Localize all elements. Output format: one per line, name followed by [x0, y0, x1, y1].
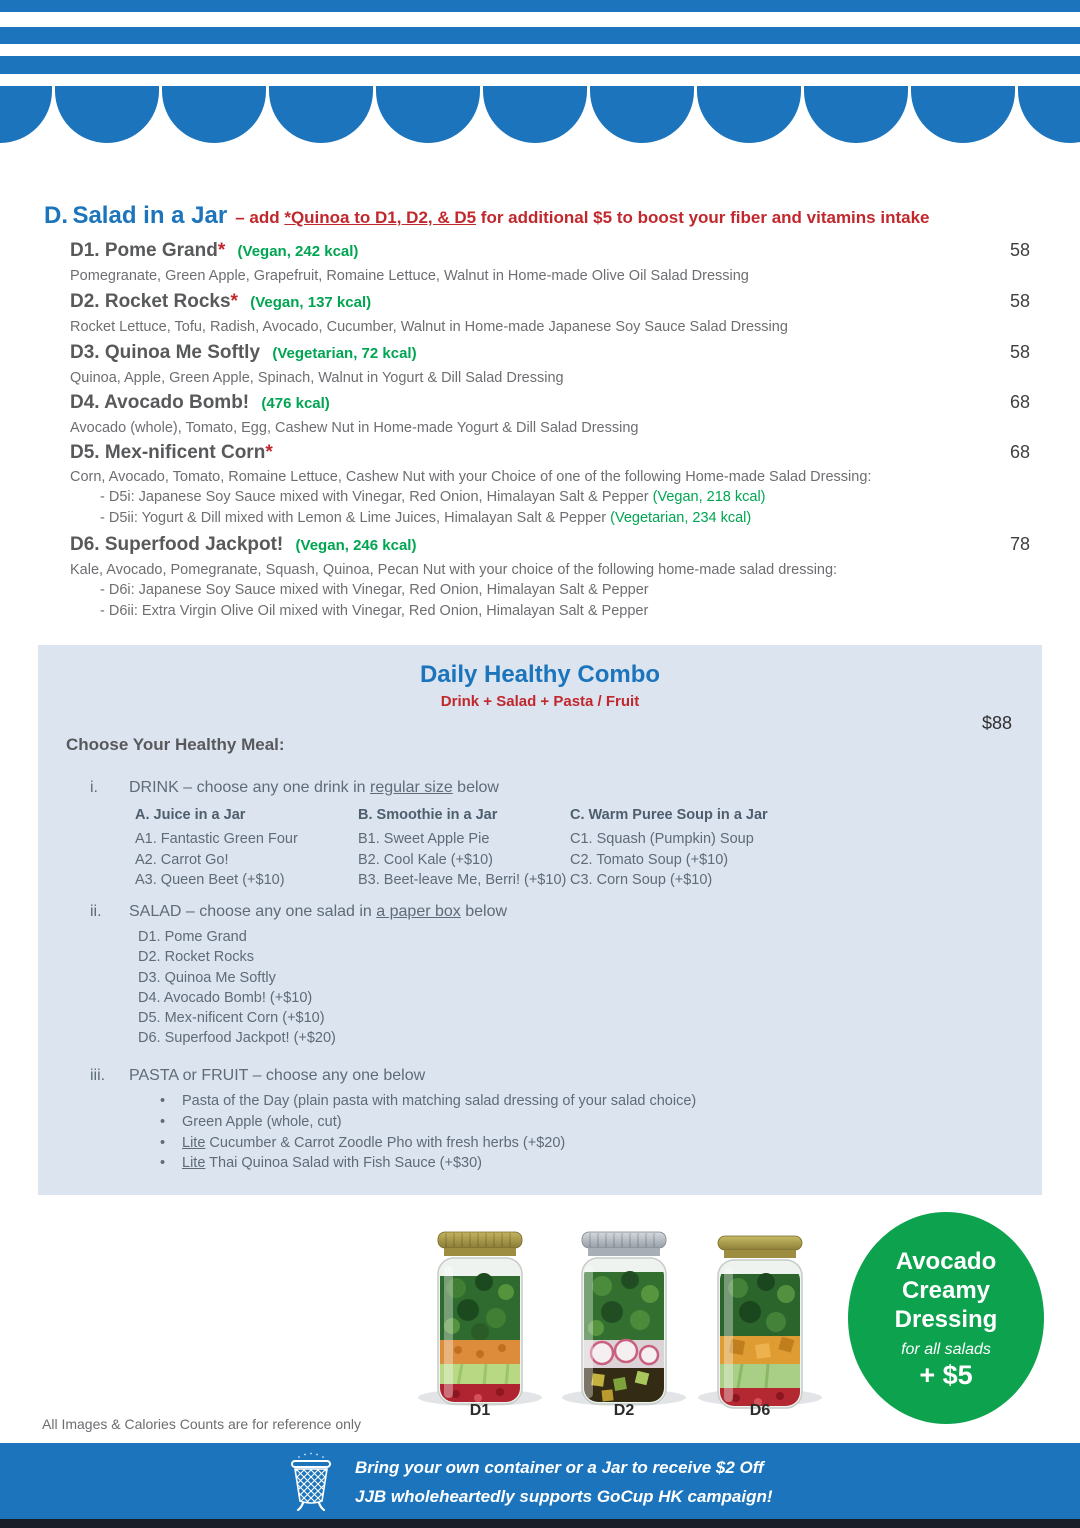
- item-head: [70, 532, 1030, 558]
- combo-choose-label: Choose Your Healthy Meal:: [66, 735, 285, 754]
- awning-scallop: [590, 86, 694, 143]
- badge-line1: Avocado: [895, 1248, 997, 1275]
- drink-column-soup: [570, 805, 768, 891]
- jar-label-d2: D2: [613, 1402, 635, 1419]
- item-code: D5.: [70, 442, 100, 463]
- option-text: Pasta of the Day (plain pasta with matching salad dressing of your salad choice): [182, 1093, 697, 1109]
- item-sub-option: [100, 487, 1030, 508]
- awning-stripe: [0, 44, 1080, 56]
- awning-header: [0, 0, 1080, 145]
- menu-item-d3: [70, 340, 1030, 388]
- menu-item-d2: [70, 289, 1030, 337]
- item-title: [70, 289, 371, 315]
- menu-item-d4: [70, 390, 1030, 438]
- item-description: Kale, Avocado, Pomegranate, Squash, Quinoa, Pecan Nut with your choice of the following home-made salad dressing:: [70, 562, 838, 578]
- item-title: [70, 238, 358, 264]
- item-head: [70, 340, 1030, 366]
- pasta-fruit-option: [160, 1112, 696, 1133]
- subtitle-post: for additional $5 to boost your fiber and vitamins intake: [476, 208, 930, 227]
- salad-option: D3. Quinoa Me Softly: [138, 969, 276, 986]
- item-diet-tag: (Vegetarian, 72 kcal): [272, 345, 417, 362]
- drink-option: A3. Queen Beet (+$10): [135, 872, 285, 888]
- item-asterisk: *: [230, 291, 238, 312]
- footer-line1: Bring your own container or a Jar to receive $2 Off: [355, 1458, 764, 1477]
- bullet-icon: •: [160, 1113, 166, 1130]
- badge-subtext: for all salads: [901, 1341, 991, 1358]
- avocado-dressing-badge: [848, 1212, 1044, 1424]
- awning-scallop: [162, 86, 266, 143]
- footer-banner: [0, 1443, 1080, 1519]
- item-price: 58: [1009, 240, 1030, 260]
- item-price: 68: [1009, 442, 1030, 462]
- item-diet-tag: (476 kcal): [261, 395, 330, 412]
- item-asterisk: *: [265, 442, 273, 463]
- sub-option-tag: (Vegetarian, 234 kcal): [610, 510, 752, 526]
- item-description: Avocado (whole), Tomato, Egg, Cashew Nut in Home-made Yogurt & Dill Salad Dressing: [70, 420, 639, 436]
- drink-option: A2. Carrot Go!: [135, 851, 229, 868]
- awning-scallop: [376, 86, 480, 143]
- section-head-pre: SALAD – choose any one salad in: [129, 903, 377, 920]
- awning-scallop: [1018, 86, 1080, 143]
- item-head: [70, 390, 1030, 416]
- salad-option: D4. Avocado Bomb! (+$10): [138, 989, 313, 1006]
- option-lite: Lite: [182, 1155, 206, 1172]
- item-diet-tag: (Vegan, 242 kcal): [237, 243, 359, 260]
- item-title: [70, 532, 416, 558]
- salad-jar-photo-d1: [428, 1228, 532, 1408]
- item-sub-option: [100, 580, 1030, 601]
- section-head-post: below: [460, 903, 508, 920]
- awning-stripe: [0, 0, 1080, 12]
- item-name: Quinoa Me Softly: [104, 342, 261, 363]
- item-diet-tag: (Vegan, 137 kcal): [250, 294, 372, 311]
- salad-jar-photo-d2: [572, 1228, 676, 1408]
- item-head: [70, 289, 1030, 315]
- option-text: Green Apple (whole, cut): [182, 1113, 342, 1130]
- drink-option: B1. Sweet Apple Pie: [358, 831, 490, 847]
- option-lite: Lite: [182, 1134, 206, 1151]
- item-code: D4.: [70, 392, 100, 413]
- awning-scallop: [697, 86, 801, 143]
- item-price: 58: [1009, 291, 1030, 311]
- footer-line2: JJB wholeheartedly supports GoCup HK campaign!: [355, 1487, 773, 1506]
- jar-label-d6: D6: [749, 1402, 771, 1419]
- awning-stripe: [0, 12, 1080, 27]
- item-name: Mex-nificent Corn: [104, 442, 266, 463]
- combo-title: Daily Healthy Combo: [419, 661, 661, 688]
- bullet-icon: •: [160, 1134, 166, 1151]
- badge-line3: Dressing: [894, 1306, 998, 1333]
- item-description: Rocket Lettuce, Tofu, Radish, Avocado, Cucumber, Walnut in Home-made Japanese Soy Sauce Salad Dressing: [70, 319, 788, 335]
- item-title: [70, 390, 330, 416]
- sub-option-text: - D5ii: Yogurt & Dill mixed with Lemon & Lime Juices, Himalayan Salt & Pepper: [100, 510, 611, 526]
- section-number: ii.: [90, 903, 102, 920]
- awning-scallop: [269, 86, 373, 143]
- item-diet-tag: (Vegan, 246 kcal): [295, 537, 417, 554]
- item-asterisk: *: [217, 240, 226, 261]
- daily-healthy-combo-box: [38, 645, 1042, 1195]
- item-code: D2.: [70, 291, 100, 312]
- footer-message: [355, 1453, 773, 1511]
- sub-option-text: - D6i: Japanese Soy Sauce mixed with Vinegar, Red Onion, Himalayan Salt & Pepper: [100, 582, 649, 598]
- sub-option-tag: (Vegan, 218 kcal): [652, 489, 766, 505]
- item-price: 68: [1009, 392, 1030, 412]
- pasta-fruit-option: [160, 1133, 696, 1154]
- item-name: Rocket Rocks: [104, 291, 231, 312]
- awning-scallop: [804, 86, 908, 143]
- item-title: [70, 440, 273, 465]
- awning-scallops: [0, 86, 1080, 143]
- drink-option: B2. Cool Kale (+$10): [358, 851, 494, 868]
- subtitle-pre: – add: [235, 208, 285, 227]
- pasta-fruit-option: [160, 1091, 696, 1112]
- column-head: B. Smoothie in a Jar: [358, 807, 498, 823]
- option-text: Cucumber & Carrot Zoodle Pho with fresh herbs (+$20): [205, 1134, 566, 1151]
- item-code: D3.: [70, 342, 100, 363]
- section-head-pre: DRINK – choose any one drink in: [129, 779, 371, 796]
- bullet-icon: •: [160, 1155, 166, 1172]
- menu-item-d6: [70, 532, 1030, 622]
- salad-jar-photo-d6: [708, 1232, 812, 1412]
- section-number: iii.: [90, 1067, 106, 1084]
- drink-option: B3. Beet-leave Me, Berri! (+$10): [358, 872, 567, 888]
- item-sub-option: [100, 508, 1030, 529]
- badge-line2: Creamy: [901, 1277, 991, 1304]
- item-code: D6.: [70, 534, 100, 555]
- combo-section-pasta-fruit: [90, 1067, 425, 1085]
- drink-option: C2. Tomato Soup (+$10): [570, 851, 729, 868]
- section-title: Salad in a Jar: [72, 202, 228, 229]
- item-head: [70, 238, 1030, 264]
- item-price: 78: [1009, 534, 1030, 554]
- drink-option: C1. Squash (Pumpkin) Soup: [570, 831, 754, 847]
- section-d-heading: [44, 202, 929, 230]
- drink-column-smoothie: [358, 805, 570, 891]
- section-head-underline: regular size: [370, 779, 453, 796]
- item-description: Corn, Avocado, Tomato, Romaine Lettuce, Cashew Nut with your Choice of one of the following Home-made Salad Dressing:: [70, 469, 872, 485]
- awning-stripe: [0, 27, 1080, 44]
- column-head: A. Juice in a Jar: [135, 807, 246, 823]
- pasta-fruit-options: [160, 1091, 696, 1174]
- jar-label-d1: D1: [469, 1402, 491, 1419]
- salad-options: [138, 927, 336, 1049]
- combo-subtitle: Drink + Salad + Pasta / Fruit: [440, 693, 640, 710]
- section-subtitle: [235, 208, 929, 227]
- section-head-pre: PASTA or FRUIT – choose any one below: [129, 1067, 426, 1084]
- section-letter: D.: [44, 202, 68, 229]
- item-description: Quinoa, Apple, Green Apple, Spinach, Walnut in Yogurt & Dill Salad Dressing: [70, 370, 564, 386]
- sub-option-text: - D6ii: Extra Virgin Olive Oil mixed with Vinegar, Red Onion, Himalayan Salt & Pepper: [100, 603, 649, 619]
- item-description: Pomegranate, Green Apple, Grapefruit, Romaine Lettuce, Walnut in Home-made Olive Oil Salad Dressing: [70, 268, 749, 284]
- item-price: 58: [1009, 342, 1030, 362]
- pasta-fruit-option: [160, 1153, 696, 1174]
- drink-option: A1. Fantastic Green Four: [135, 831, 298, 847]
- item-name: Pome Grand: [104, 240, 218, 261]
- sub-option-text: - D5i: Japanese Soy Sauce mixed with Vinegar, Red Onion, Himalayan Salt & Pepper: [100, 489, 653, 505]
- item-title: [70, 340, 417, 366]
- item-head: [70, 440, 1030, 465]
- salad-option: D2. Rocket Rocks: [138, 949, 255, 966]
- combo-section-salad: [90, 903, 507, 921]
- bullet-icon: •: [160, 1093, 166, 1109]
- drink-column-juice: [135, 805, 358, 891]
- gocup-cup-icon: [283, 1449, 339, 1515]
- section-head-underline: a paper box: [376, 903, 461, 920]
- awning-scallop: [55, 86, 159, 143]
- salad-option: D1. Pome Grand: [138, 929, 247, 945]
- salad-option: D6. Superfood Jackpot! (+$20): [138, 1030, 336, 1047]
- disclaimer-text: All Images & Calories Counts are for reference only: [42, 1416, 362, 1432]
- bottom-dark-strip: [0, 1519, 1080, 1528]
- awning-scallop: [911, 86, 1015, 143]
- drink-columns: [135, 805, 768, 891]
- item-name: Avocado Bomb!: [104, 392, 250, 413]
- item-code: D1.: [70, 240, 100, 261]
- awning-scallop: [0, 86, 52, 143]
- awning-scallop: [483, 86, 587, 143]
- combo-section-drink: [90, 779, 499, 797]
- awning-stripe: [0, 56, 1080, 74]
- column-head: C. Warm Puree Soup in a Jar: [570, 807, 768, 823]
- item-name: Superfood Jackpot!: [104, 534, 284, 555]
- section-head-post: below: [452, 779, 499, 796]
- drink-option: C3. Corn Soup (+$10): [570, 872, 713, 888]
- item-sub-option: [100, 601, 1030, 622]
- section-number: i.: [90, 779, 98, 796]
- combo-price: $88: [981, 713, 1012, 733]
- subtitle-highlight: *Quinoa to D1, D2, & D5: [284, 208, 477, 227]
- badge-price: + $5: [919, 1360, 973, 1390]
- menu-item-d1: [70, 238, 1030, 286]
- option-text: Thai Quinoa Salad with Fish Sauce (+$30): [205, 1155, 482, 1172]
- salad-option: D5. Mex-nificent Corn (+$10): [138, 1010, 325, 1027]
- menu-item-d5: [70, 440, 1030, 529]
